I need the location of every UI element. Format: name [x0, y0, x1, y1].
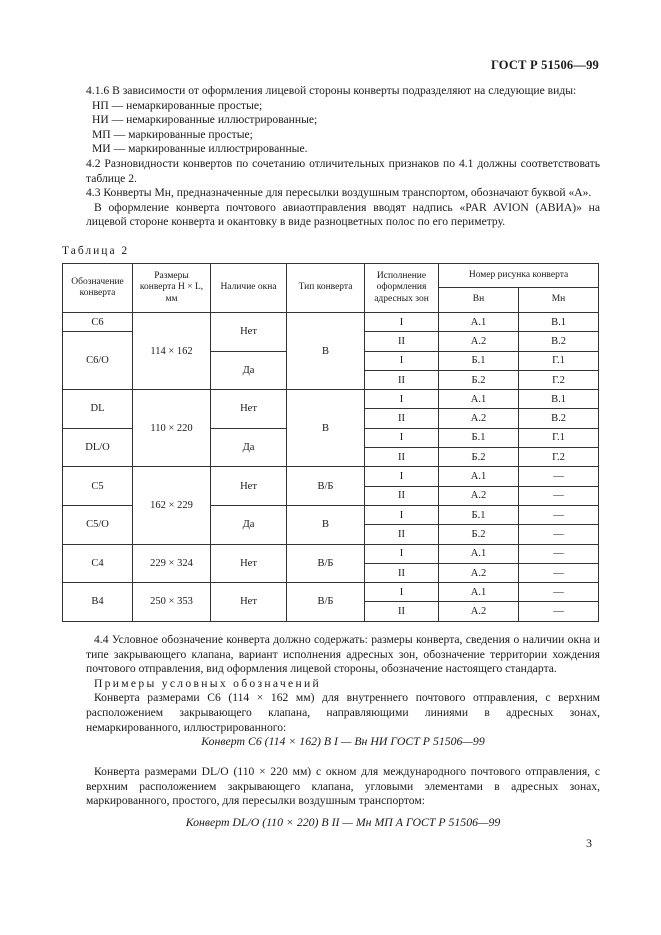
exec-cell: I: [365, 390, 439, 409]
vn-cell: А.2: [439, 409, 519, 428]
window-cell: Нет: [211, 544, 287, 583]
vn-cell: А.1: [439, 390, 519, 409]
examples-heading: Примеры условных обозначений: [94, 676, 321, 690]
vn-cell: А.1: [439, 583, 519, 602]
example1-text: Конверта размерами С6 (114 × 162 мм) для внутреннего почтового отправления, с верхним расположением закрывающего клапана, направляющими линиями в адресных зонах, немаркированного, иллюстрированного:: [86, 691, 600, 734]
size-cell: 110 × 220: [133, 390, 211, 467]
example2-formula: Конверт DL/O (110 × 220) В II — Мн МП А ГОСТ Р 51506—99: [185, 815, 501, 829]
list-item: МИ — маркированные иллюстрированные.: [92, 142, 308, 156]
vn-cell: А.2: [439, 602, 519, 621]
window-cell: Да: [211, 428, 287, 467]
vn-cell: А.1: [439, 313, 519, 332]
example2-block: [86, 765, 600, 809]
vn-cell: А.2: [439, 563, 519, 582]
list-item: МП — маркированные простые;: [92, 127, 253, 141]
designation-cell: DL/O: [63, 428, 133, 467]
exec-cell: I: [365, 313, 439, 332]
vn-cell: А.1: [439, 544, 519, 563]
col-figure-header: Номер рисунка конверта: [439, 264, 599, 288]
mn-cell: Г.1: [519, 351, 599, 370]
exec-cell: II: [365, 448, 439, 467]
exec-cell: I: [365, 544, 439, 563]
vn-cell: Б.2: [439, 525, 519, 544]
exec-cell: I: [365, 467, 439, 486]
section-4-2: 4.2 Разновидности конвертов по сочетанию отличительных признаков по 4.1 должны соответствовать таблице 2.: [86, 156, 600, 185]
vn-cell: Б.1: [439, 351, 519, 370]
size-cell: 162 × 229: [133, 467, 211, 544]
window-cell: Да: [211, 505, 287, 544]
list-item: НП — немаркированные простые;: [92, 98, 263, 112]
mn-cell: —: [519, 544, 599, 563]
window-cell: Нет: [211, 313, 287, 352]
designation-cell: С6: [63, 313, 133, 332]
example2-text: Конверта размерами DL/O (110 × 220 мм) с окном для международного почтового отправления, с верхним расположением закрывающего клапана, угловыми элементами в адресных зонах, маркированного, простого, для пересылки воздушным транспортом:: [86, 765, 600, 808]
window-cell: Нет: [211, 583, 287, 622]
designation-cell: С5: [63, 467, 133, 506]
table-row: [63, 467, 599, 486]
mn-cell: —: [519, 505, 599, 524]
section-4-4: 4.4 Условное обозначение конверта должно содержать: размеры конверта, сведения о наличии окна и типе закрывающего клапана, вариант исполнения адресных зон, обозначение территории хождения почтового отправления, вид оформления лицевой стороны, обозначение настоящего стандарта.: [86, 633, 600, 676]
size-cell: 229 × 324: [133, 544, 211, 583]
vn-cell: Б.2: [439, 370, 519, 389]
standard-header: ГОСТ Р 51506—99: [490, 58, 599, 72]
vn-cell: Б.2: [439, 448, 519, 467]
section-4-3: 4.3 Конверты Мн, предназначенные для пересылки воздушным транспортом, обозначают буквой «А».: [86, 186, 592, 200]
size-cell: 114 × 162: [133, 313, 211, 390]
page-number: 3: [586, 836, 592, 850]
window-cell: Нет: [211, 467, 287, 506]
mn-cell: —: [519, 525, 599, 544]
vn-cell: А.2: [439, 486, 519, 505]
exec-cell: I: [365, 505, 439, 524]
col-designation-header: Обозначение конверта: [63, 264, 133, 313]
designation-cell: DL: [63, 390, 133, 429]
type-cell: В: [287, 313, 365, 390]
airmail-paragraph: В оформление конверта почтового авиаотправления вводят надпись «PAR AVION (АВИА)» на лицевой стороне конверта и окантовку в виде разноцветных полос по его периметру.: [86, 200, 600, 229]
col-size-header: [133, 264, 211, 313]
table-row: [63, 583, 599, 602]
exec-cell: I: [365, 428, 439, 447]
vn-cell: Б.1: [439, 505, 519, 524]
size-header-line3: мм: [165, 293, 178, 304]
type-cell: В: [287, 390, 365, 467]
mn-cell: В.1: [519, 390, 599, 409]
type-cell: В/Б: [287, 467, 365, 506]
example1-formula: Конверт С6 (114 × 162) В I — Вн НИ ГОСТ Р 51506—99: [201, 734, 485, 748]
table-caption: Таблица 2: [62, 245, 130, 257]
section-4-1-6: [86, 84, 600, 230]
designation-cell: С4: [63, 544, 133, 583]
envelope-type-list: [86, 99, 600, 157]
designation-cell: С5/О: [63, 505, 133, 544]
section-4-4-block: [86, 633, 600, 735]
envelope-variants-table: [62, 263, 599, 622]
exec-cell: II: [365, 332, 439, 351]
table-row: [63, 544, 599, 563]
mn-cell: —: [519, 583, 599, 602]
mn-cell: —: [519, 602, 599, 621]
vn-cell: А.2: [439, 332, 519, 351]
vn-cell: Б.1: [439, 428, 519, 447]
list-item: НИ — немаркированные иллюстрированные;: [92, 113, 318, 127]
exec-cell: II: [365, 370, 439, 389]
size-header-line2: конверта H × L,: [139, 282, 204, 293]
col-window-header: Наличие окна: [211, 264, 287, 313]
col-mn-header: Мн: [519, 288, 599, 313]
mn-cell: Г.2: [519, 448, 599, 467]
exec-cell: II: [365, 563, 439, 582]
window-cell: Нет: [211, 390, 287, 429]
section-4-1-6-intro: 4.1.6 В зависимости от оформления лицевой стороны конверты подразделяют на следующие виды:: [86, 84, 577, 97]
table-row: [63, 313, 599, 332]
type-cell: В/Б: [287, 544, 365, 583]
col-address-header: Исполнение оформления адресных зон: [365, 264, 439, 313]
mn-cell: —: [519, 563, 599, 582]
mn-cell: В.1: [519, 313, 599, 332]
mn-cell: В.2: [519, 409, 599, 428]
designation-cell: В4: [63, 583, 133, 622]
exec-cell: I: [365, 583, 439, 602]
exec-cell: II: [365, 486, 439, 505]
size-cell: 250 × 353: [133, 583, 211, 622]
exec-cell: II: [365, 409, 439, 428]
mn-cell: Г.1: [519, 428, 599, 447]
col-vn-header: Вн: [439, 288, 519, 313]
type-cell: В/Б: [287, 583, 365, 622]
exec-cell: II: [365, 602, 439, 621]
col-type-header: Тип конверта: [287, 264, 365, 313]
exec-cell: I: [365, 351, 439, 370]
type-cell: В: [287, 505, 365, 544]
mn-cell: В.2: [519, 332, 599, 351]
mn-cell: —: [519, 486, 599, 505]
mn-cell: —: [519, 467, 599, 486]
table-row: [63, 390, 599, 409]
exec-cell: II: [365, 525, 439, 544]
mn-cell: Г.2: [519, 370, 599, 389]
vn-cell: А.1: [439, 467, 519, 486]
designation-cell: С6/О: [63, 332, 133, 390]
window-cell: Да: [211, 351, 287, 390]
size-header-line1: Размеры: [154, 270, 189, 281]
